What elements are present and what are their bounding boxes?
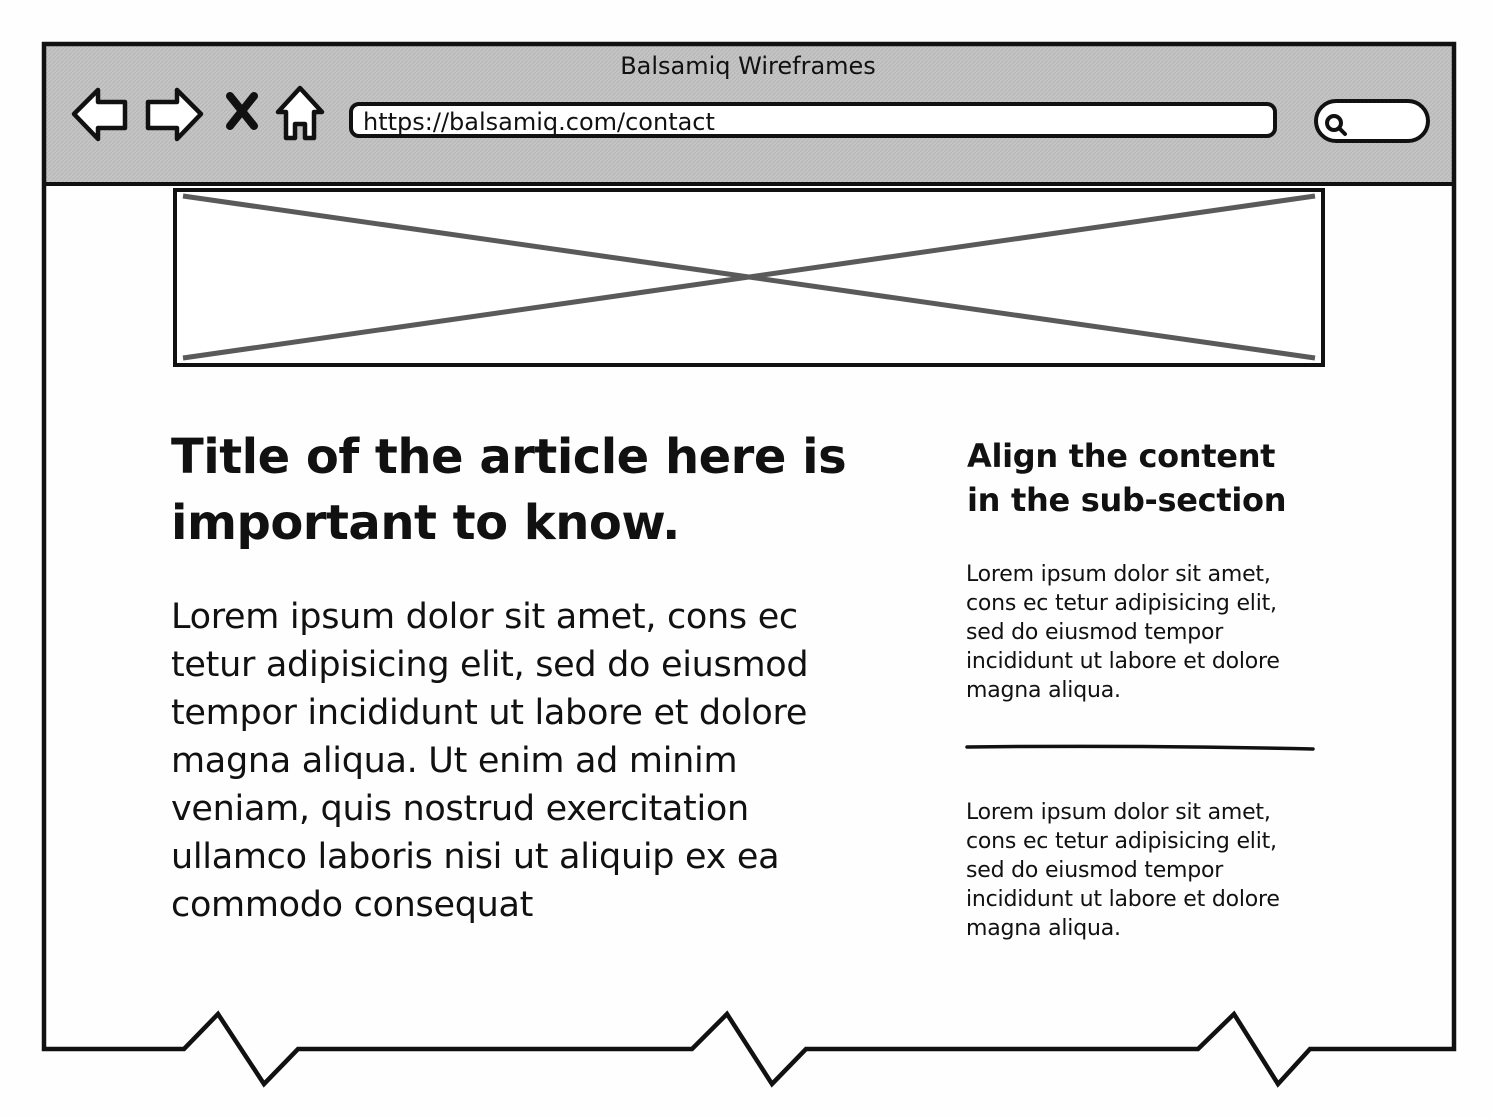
search-field[interactable]: [1314, 99, 1430, 143]
sidebar-divider: [965, 740, 1317, 756]
home-icon: [272, 84, 328, 146]
back-button[interactable]: [70, 84, 132, 146]
sidebar-paragraph: Lorem ipsum dolor sit amet, cons ec tetur adipisicing elit, sed do eiusmod tempor incididunt ut labore et dolore magna aliqua.: [966, 562, 1280, 703]
arrow-left-icon: [70, 84, 132, 146]
search-icon: [1322, 111, 1348, 137]
article-body: Lorem ipsum dolor sit amet, cons ec tetur adipisicing elit, sed do eiusmod tempor incididunt ut labore et dolore magna aliqua. Ut enim ad minim veniam, quis nostrud exercitation ullamco laboris nisi ut aliquip ex ea commodo consequat: [171, 597, 809, 925]
window-title: Balsamiq Wireframes: [620, 52, 876, 80]
image-placeholder: [173, 188, 1325, 367]
forward-button[interactable]: [144, 84, 206, 146]
url-input[interactable]: https://balsamiq.com/contact: [349, 102, 1277, 138]
close-icon: [222, 84, 262, 146]
article-title: Title of the article here is important to know.: [171, 429, 847, 551]
sidebar-title: Align the content in the sub-section: [967, 437, 1287, 519]
sidebar-paragraph: Lorem ipsum dolor sit amet, cons ec tetur adipisicing elit, sed do eiusmod tempor incididunt ut labore et dolore magna aliqua.: [966, 800, 1280, 941]
arrow-right-icon: [144, 84, 206, 146]
home-button[interactable]: [272, 84, 334, 146]
